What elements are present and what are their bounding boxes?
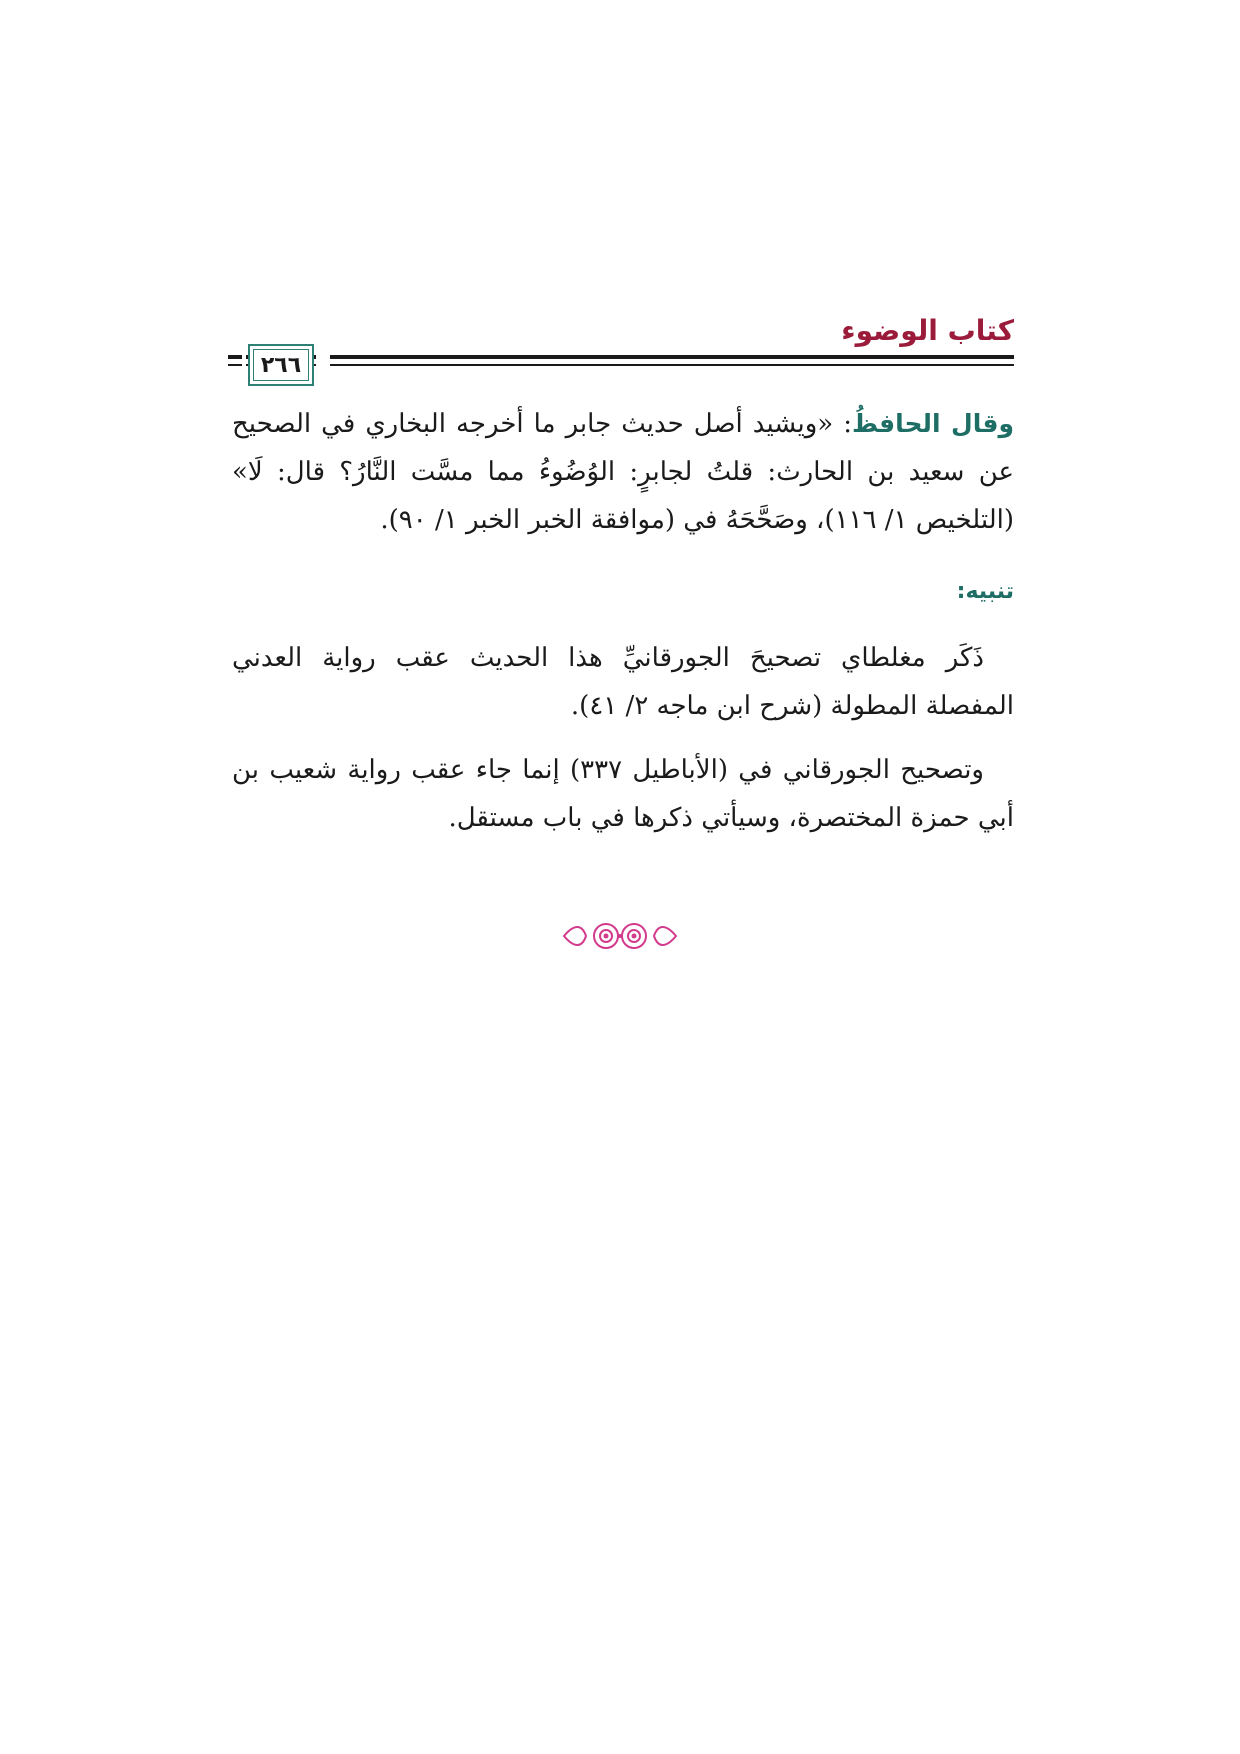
note-paragraph-2: وتصحيح الجورقاني في (الأباطيل ٣٣٧) إنما جاء عقب رواية شعيب بن أبي حمزة المختصرة، وسيأتي ذكرها في باب مستقل. (232, 755, 1014, 833)
note-paragraph-1: ذَكَر مغلطاي تصحيحَ الجورقانيِّ هذا الحديث عقب رواية العدني المفصلة المطولة (شرح ابن ماجه ٢/ ٤١). (232, 643, 1014, 721)
paragraph-lead: وقال الحافظُ (852, 409, 1014, 438)
header-rule-thin (228, 364, 1014, 366)
quote-paragraph (232, 400, 1014, 544)
page-header (228, 308, 1014, 388)
page-number-badge (248, 344, 314, 386)
header-rule-stub-thin (228, 364, 242, 366)
header-rule-stub-thick (228, 355, 242, 359)
page-body (232, 400, 1014, 842)
note-heading: تنبيه: (956, 579, 1014, 604)
page-number: ٢٦٦ (260, 352, 302, 378)
header-rule-thick (228, 355, 1014, 359)
paragraph-text: : «ويشيد أصل حديث جابر ما أخرجه البخاري في الصحيح عن سعيد بن الحارث: قلتُ لجابرٍ: الوُضُوءُ مما مسَّت النَّارُ؟ قال: لَا» (التلخيص ١/ ١١٦)، وصَحَّحَهُ في (موافقة الخبر الخبر ١/ ٩٠). (232, 409, 1014, 535)
section-end-ornament-icon (560, 916, 680, 956)
chapter-title: كتاب الوضوء (841, 314, 1014, 347)
